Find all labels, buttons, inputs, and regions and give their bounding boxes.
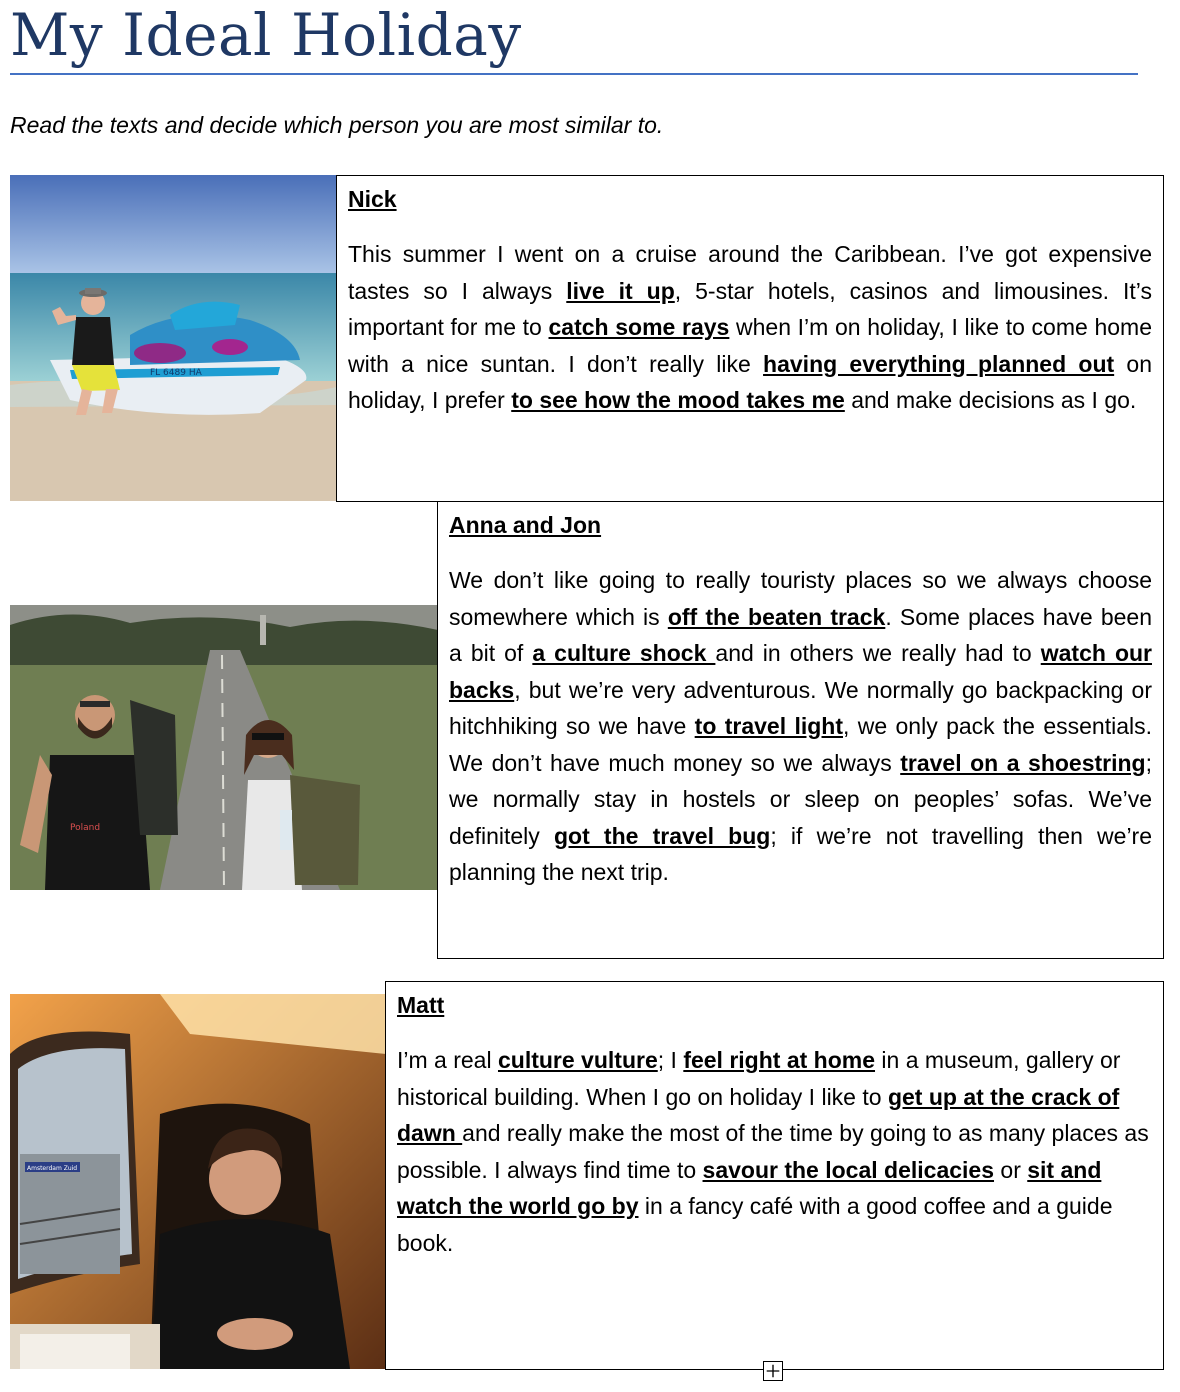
matt-photo <box>10 994 386 1369</box>
document-title: My Ideal Holiday <box>10 1 522 69</box>
title-underline-rule <box>10 73 1138 75</box>
body-text: when I’m on holiday, I like to come home with a nice suntan. I don’t really like <box>348 314 1152 377</box>
matt-text-box <box>385 981 1164 1370</box>
nick-name-heading: Nick <box>348 186 397 212</box>
tshirt-print: Poland <box>70 823 101 833</box>
body-text: , but we’re very adventurous. We normally go backpacking or hitchhiking so we have <box>449 676 1152 739</box>
body-text: . Some places have been a bit of <box>449 603 1152 666</box>
nick-description <box>348 236 1152 419</box>
key-phrase: having everything planned out <box>763 350 1115 377</box>
body-text: and make decisions as I go. <box>844 387 1137 413</box>
anna-jon-text-box <box>437 501 1164 959</box>
key-phrase: get up at the crack of dawn <box>397 1083 1120 1146</box>
key-phrase: to see how the mood takes me <box>511 387 845 413</box>
body-text: on holiday, I prefer <box>348 350 1152 413</box>
table-move-handle-icon[interactable] <box>763 1361 783 1381</box>
key-phrase: culture vulture <box>497 1047 658 1073</box>
jetski-registration: FL 6489 HA <box>150 368 202 378</box>
key-phrase: savour the local delicacies <box>702 1156 995 1183</box>
body-text: in a fancy café with a good coffee and a guide book. <box>397 1193 1113 1256</box>
key-phrase: watch our backs <box>449 640 1152 703</box>
key-phrase: a culture shock <box>532 640 716 666</box>
body-text: and really make the most of the time by going to as many places as possible. I always find time to <box>397 1120 1149 1183</box>
body-text: This summer I went on a cruise around the Caribbean. I’ve got expensive tastes so I always <box>348 241 1152 304</box>
body-text: We don’t like going to really touristy places so we always choose somewhere which is <box>449 567 1152 630</box>
nick-text-box <box>336 175 1164 502</box>
body-text: and in others we really had to <box>715 640 1041 666</box>
intro-instruction: Read the texts and decide which person you are most similar to. <box>10 112 664 138</box>
key-phrase: to travel light <box>694 713 844 739</box>
anna-jon-description <box>449 562 1152 891</box>
key-phrase: off the beaten track <box>667 603 886 630</box>
body-text: ; we normally stay in hostels or sleep on peoples’ sofas. We’ve definitely <box>449 749 1152 849</box>
anna-jon-name-heading: Anna and Jon <box>449 512 602 538</box>
station-sign: Amsterdam Zuid <box>27 1165 78 1172</box>
body-text: or <box>994 1156 1028 1183</box>
key-phrase: feel right at home <box>683 1047 876 1073</box>
body-text: , we only pack the essentials. We don’t have much money so we always <box>449 713 1152 776</box>
body-text: , 5-star hotels, casinos and limousines. It’s important for me to <box>348 277 1152 340</box>
matt-name-heading: Matt <box>397 992 445 1018</box>
body-text: ; I <box>657 1047 684 1073</box>
key-phrase: sit and watch the world go by <box>397 1156 1102 1219</box>
body-text: I’m a real <box>397 1047 498 1073</box>
key-phrase: live it up <box>566 277 675 304</box>
body-text: ; if we’re not travelling then we’re planning the next trip. <box>449 822 1153 885</box>
key-phrase: got the travel bug <box>553 822 771 849</box>
nick-photo <box>10 175 337 501</box>
key-phrase: travel on a shoestring <box>900 749 1146 776</box>
body-text: in a museum, gallery or historical building. When I go on holiday I like to <box>397 1047 1121 1110</box>
matt-description <box>397 1042 1152 1261</box>
key-phrase: catch some rays <box>548 314 730 340</box>
anna-jon-photo <box>10 605 438 890</box>
